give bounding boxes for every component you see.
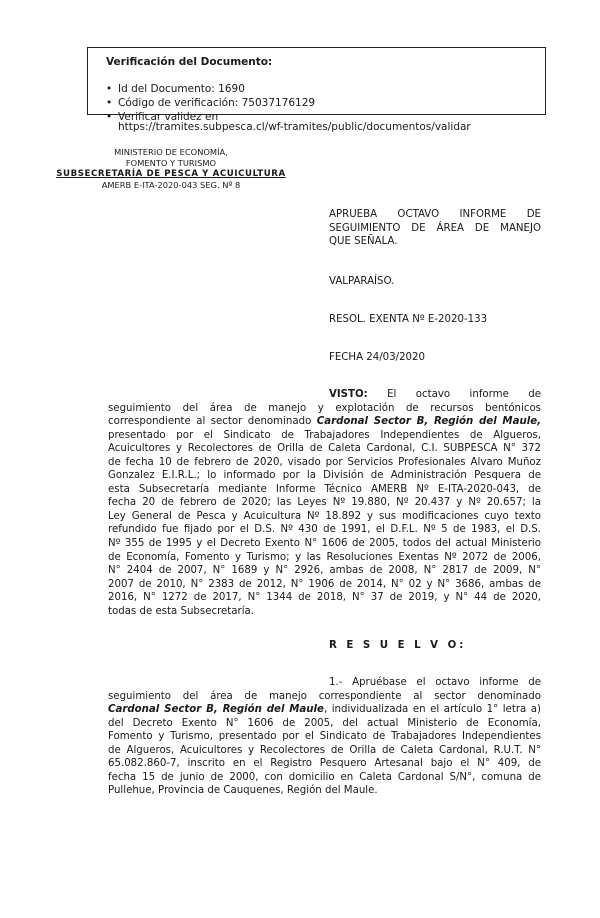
resolution-number: RESOL. EXENTA Nº E-2020-133 <box>329 314 488 325</box>
bullet-icon: • <box>106 111 113 123</box>
visto-label: VISTO: <box>329 389 368 400</box>
ministry-header <box>56 147 286 191</box>
ministry-line1: MINISTERIO DE ECONOMÍA, <box>114 147 228 157</box>
resolution-date: FECHA 24/03/2020 <box>329 352 425 363</box>
city: VALPARAÍSO. <box>329 276 395 287</box>
resolution-subject: APRUEBA OCTAVO INFORME DE SEGUIMIENTO DE ÁREA DE MANEJO QUE SEÑALA. <box>329 209 541 247</box>
resuelvo-heading: R E S U E L V O: <box>329 640 467 651</box>
visto-paragraph: VISTO: El octavo informe de seguimiento del área de manejo y explotación de recursos bentónicos correspondiente al sector denominado Cardonal Sector B, Región del Maule, presentado por el Sindicato de Trabajadores Independientes de Algueros, Acuicultores y Recolectores de Orilla de Caleta Cardonal, C.I. SUBPESCA N° 372 de fecha 10 de febrero de 2020, visado por Servicios Profesionales Alvaro Muñoz Gonzalez E.I.R.L.; lo informado por la División de Administración Pesquera de esta Subsecretaría mediante Informe Técnico AMERB Nº E-ITA-2020-043, de fecha 20 de febrero de 2020; las Leyes Nº 19.880, Nº 20.437 y Nº 20.657; la Ley General de Pesca y Acuicultura Nº 18.892 y sus modificaciones cuyo texto refundido fue fijado por el D.S. Nº 430 de 1991, el D.F.L. Nº 5 de 1983, el D.S. Nº 355 de 1995 y el Decreto Exento N° 1606 de 2005, todos del actual Ministerio de Economía, Fomento y Turismo; y las Resoluciones Exentas Nº 2072 de 2006, N° 2404 de 2007, N° 1689 y N° 2926, ambas de 2008, N° 2817 de 2009, N° 2007 de 2010, N° 2383 de 2012, N° 1906 de 2014, N° 02 y N° 3686, ambas de 2016, N° 1272 de 2017, N° 1344 de 2018, N° 37 de 2019, y N° 44 de 2020, todas de esta Subsecretaría. <box>108 389 541 617</box>
sector-name: Cardonal Sector B, Región del Maule, <box>316 416 541 428</box>
verification-list <box>106 82 315 124</box>
article-1-paragraph: 1.- Apruébase el octavo informe de seguimiento del área de manejo correspondiente al sector denominado Cardonal Sector B, Región del Maule, individualizada en el artículo 1° letra a) del Decreto Exento N° 1606 de 2005, del actual Ministerio de Economía, Fomento y Turismo, presentado por el Sindicato de Trabajadores Independientes de Algueros, Acuicultores y Recolectores de Orilla de Caleta Cardonal, R.U.T. N° 65.082.860-7, inscrito en el Registro Pesquero Artesanal bajo el N° 409, de fecha 15 de junio de 2000, con domicilio en Caleta Cardonal S/N°, comuna de Pullehue, Provincia de Cauquenes, Región del Maule. <box>108 677 541 797</box>
sector-name: Cardonal Sector B, Región del Maule <box>108 704 324 716</box>
verification-url-link[interactable]: https://tramites.subpesca.cl/wf-tramites/public/documentos/validar <box>118 121 471 133</box>
amerb-reference: AMERB E-ITA-2020-043 SEG. Nº 8 <box>101 180 241 190</box>
ministry-line2: FOMENTO Y TURISMO <box>125 158 217 168</box>
subsecretaria-line: SUBSECRETARÍA DE PESCA Y ACUICULTURA <box>56 169 286 179</box>
bullet-icon: • <box>106 83 113 95</box>
verification-code: • Código de verificación: 75037176129 <box>106 97 316 109</box>
verification-validate: • Verificar validez en <box>106 111 219 123</box>
bullet-icon: • <box>106 97 113 109</box>
verification-id: • Id del Documento: 1690 <box>106 83 245 95</box>
verification-title: Verificación del Documento: <box>106 56 273 68</box>
